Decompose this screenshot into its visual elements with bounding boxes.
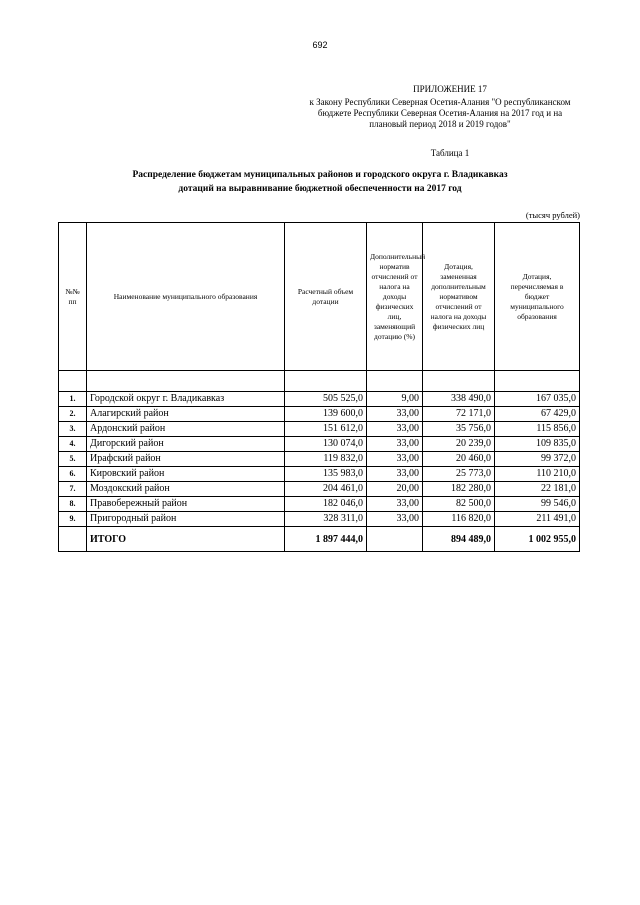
row-norm: 33,00 [367,437,423,452]
row-num: 4. [59,437,87,452]
document-title-line-1: Распределение бюджетам муниципальных районов и городского округа г. Владикавказ [132,170,508,180]
row-name: Пригородный район [87,512,285,527]
row-transfer: 110 210,0 [495,467,580,482]
total-norm [367,527,423,552]
row-norm: 9,00 [367,392,423,407]
row-replaced: 72 171,0 [423,407,495,422]
table-row [59,392,580,407]
header-norm: Дополнительный норматив отчислений от налога на доходы физических лиц, заменяющий дотацию (%) [367,223,423,371]
header-transfer: Дотация, перечисляемая в бюджет муниципального образования [495,223,580,371]
row-num: 9. [59,512,87,527]
page-number: 692 [312,40,328,50]
row-num: 5. [59,452,87,467]
header-name: Наименование муниципального образования [87,223,285,371]
appendix-line-1: к Закону Республики Северная Осетия-Алания "О республиканском [309,97,571,107]
document-title [80,168,560,196]
row-num: 8. [59,497,87,512]
row-calc: 130 074,0 [285,437,367,452]
row-transfer: 167 035,0 [495,392,580,407]
row-name: Ардонский район [87,422,285,437]
row-norm: 33,00 [367,497,423,512]
appendix-line-3: плановый период 2018 и 2019 годов" [369,119,511,129]
row-replaced: 35 756,0 [423,422,495,437]
row-name: Городской округ г. Владикавказ [87,392,285,407]
row-norm: 33,00 [367,467,423,482]
table-row [59,452,580,467]
document-title-line-2: дотаций на выравнивание бюджетной обеспеченности на 2017 год [178,184,462,194]
row-name: Алагирский район [87,407,285,422]
header-num: №№ пп [59,223,87,371]
row-replaced: 116 820,0 [423,512,495,527]
row-norm: 33,00 [367,512,423,527]
table-header-row [59,223,580,371]
row-num: 3. [59,422,87,437]
header-replaced: Дотация, замененная дополнительным нормативом отчислений от налога на доходы физических лиц [423,223,495,371]
row-replaced: 25 773,0 [423,467,495,482]
appendix-line-2: бюджете Республики Северная Осетия-Алания на 2017 год и на [317,108,563,118]
row-transfer: 22 181,0 [495,482,580,497]
row-num: 2. [59,407,87,422]
header-calc: Расчетный объем дотации [285,223,367,371]
row-replaced: 20 239,0 [423,437,495,452]
row-transfer: 109 835,0 [495,437,580,452]
row-calc: 328 311,0 [285,512,367,527]
table-label: Таблица 1 [430,148,470,158]
unit-label: (тысяч рублей) [525,210,580,220]
total-replaced: 894 489,0 [423,527,495,552]
row-replaced: 82 500,0 [423,497,495,512]
row-calc: 182 046,0 [285,497,367,512]
row-transfer: 99 546,0 [495,497,580,512]
total-label: ИТОГО [87,527,285,552]
row-name: Правобережный район [87,497,285,512]
row-calc: 204 461,0 [285,482,367,497]
row-num: 7. [59,482,87,497]
row-calc: 139 600,0 [285,407,367,422]
row-norm: 33,00 [367,452,423,467]
table-row [59,422,580,437]
table-row [59,437,580,452]
row-num: 6. [59,467,87,482]
row-num: 1. [59,392,87,407]
table-row [59,407,580,422]
row-norm: 20,00 [367,482,423,497]
row-replaced: 20 460,0 [423,452,495,467]
row-transfer: 99 372,0 [495,452,580,467]
row-calc: 151 612,0 [285,422,367,437]
appendix-title: ПРИЛОЖЕНИЕ 17 [413,84,487,94]
total-calc: 1 897 444,0 [285,527,367,552]
row-calc: 119 832,0 [285,452,367,467]
row-name: Дигорский район [87,437,285,452]
table-row [59,467,580,482]
row-norm: 33,00 [367,422,423,437]
table-body [59,371,580,527]
table-row [59,482,580,497]
row-replaced: 338 490,0 [423,392,495,407]
row-name: Кировский район [87,467,285,482]
row-name: Моздокский район [87,482,285,497]
row-replaced: 182 280,0 [423,482,495,497]
total-num [59,527,87,552]
table-label-wrap [0,148,640,158]
total-transfer: 1 002 955,0 [495,527,580,552]
row-transfer: 211 491,0 [495,512,580,527]
row-transfer: 115 856,0 [495,422,580,437]
appendix-block [280,84,600,130]
total-row [59,527,580,552]
row-norm: 33,00 [367,407,423,422]
row-calc: 505 525,0 [285,392,367,407]
row-transfer: 67 429,0 [495,407,580,422]
spacer-row [59,371,580,392]
row-name: Ирафский район [87,452,285,467]
row-calc: 135 983,0 [285,467,367,482]
table-row [59,497,580,512]
subsidy-table [58,222,580,552]
table-row [59,512,580,527]
